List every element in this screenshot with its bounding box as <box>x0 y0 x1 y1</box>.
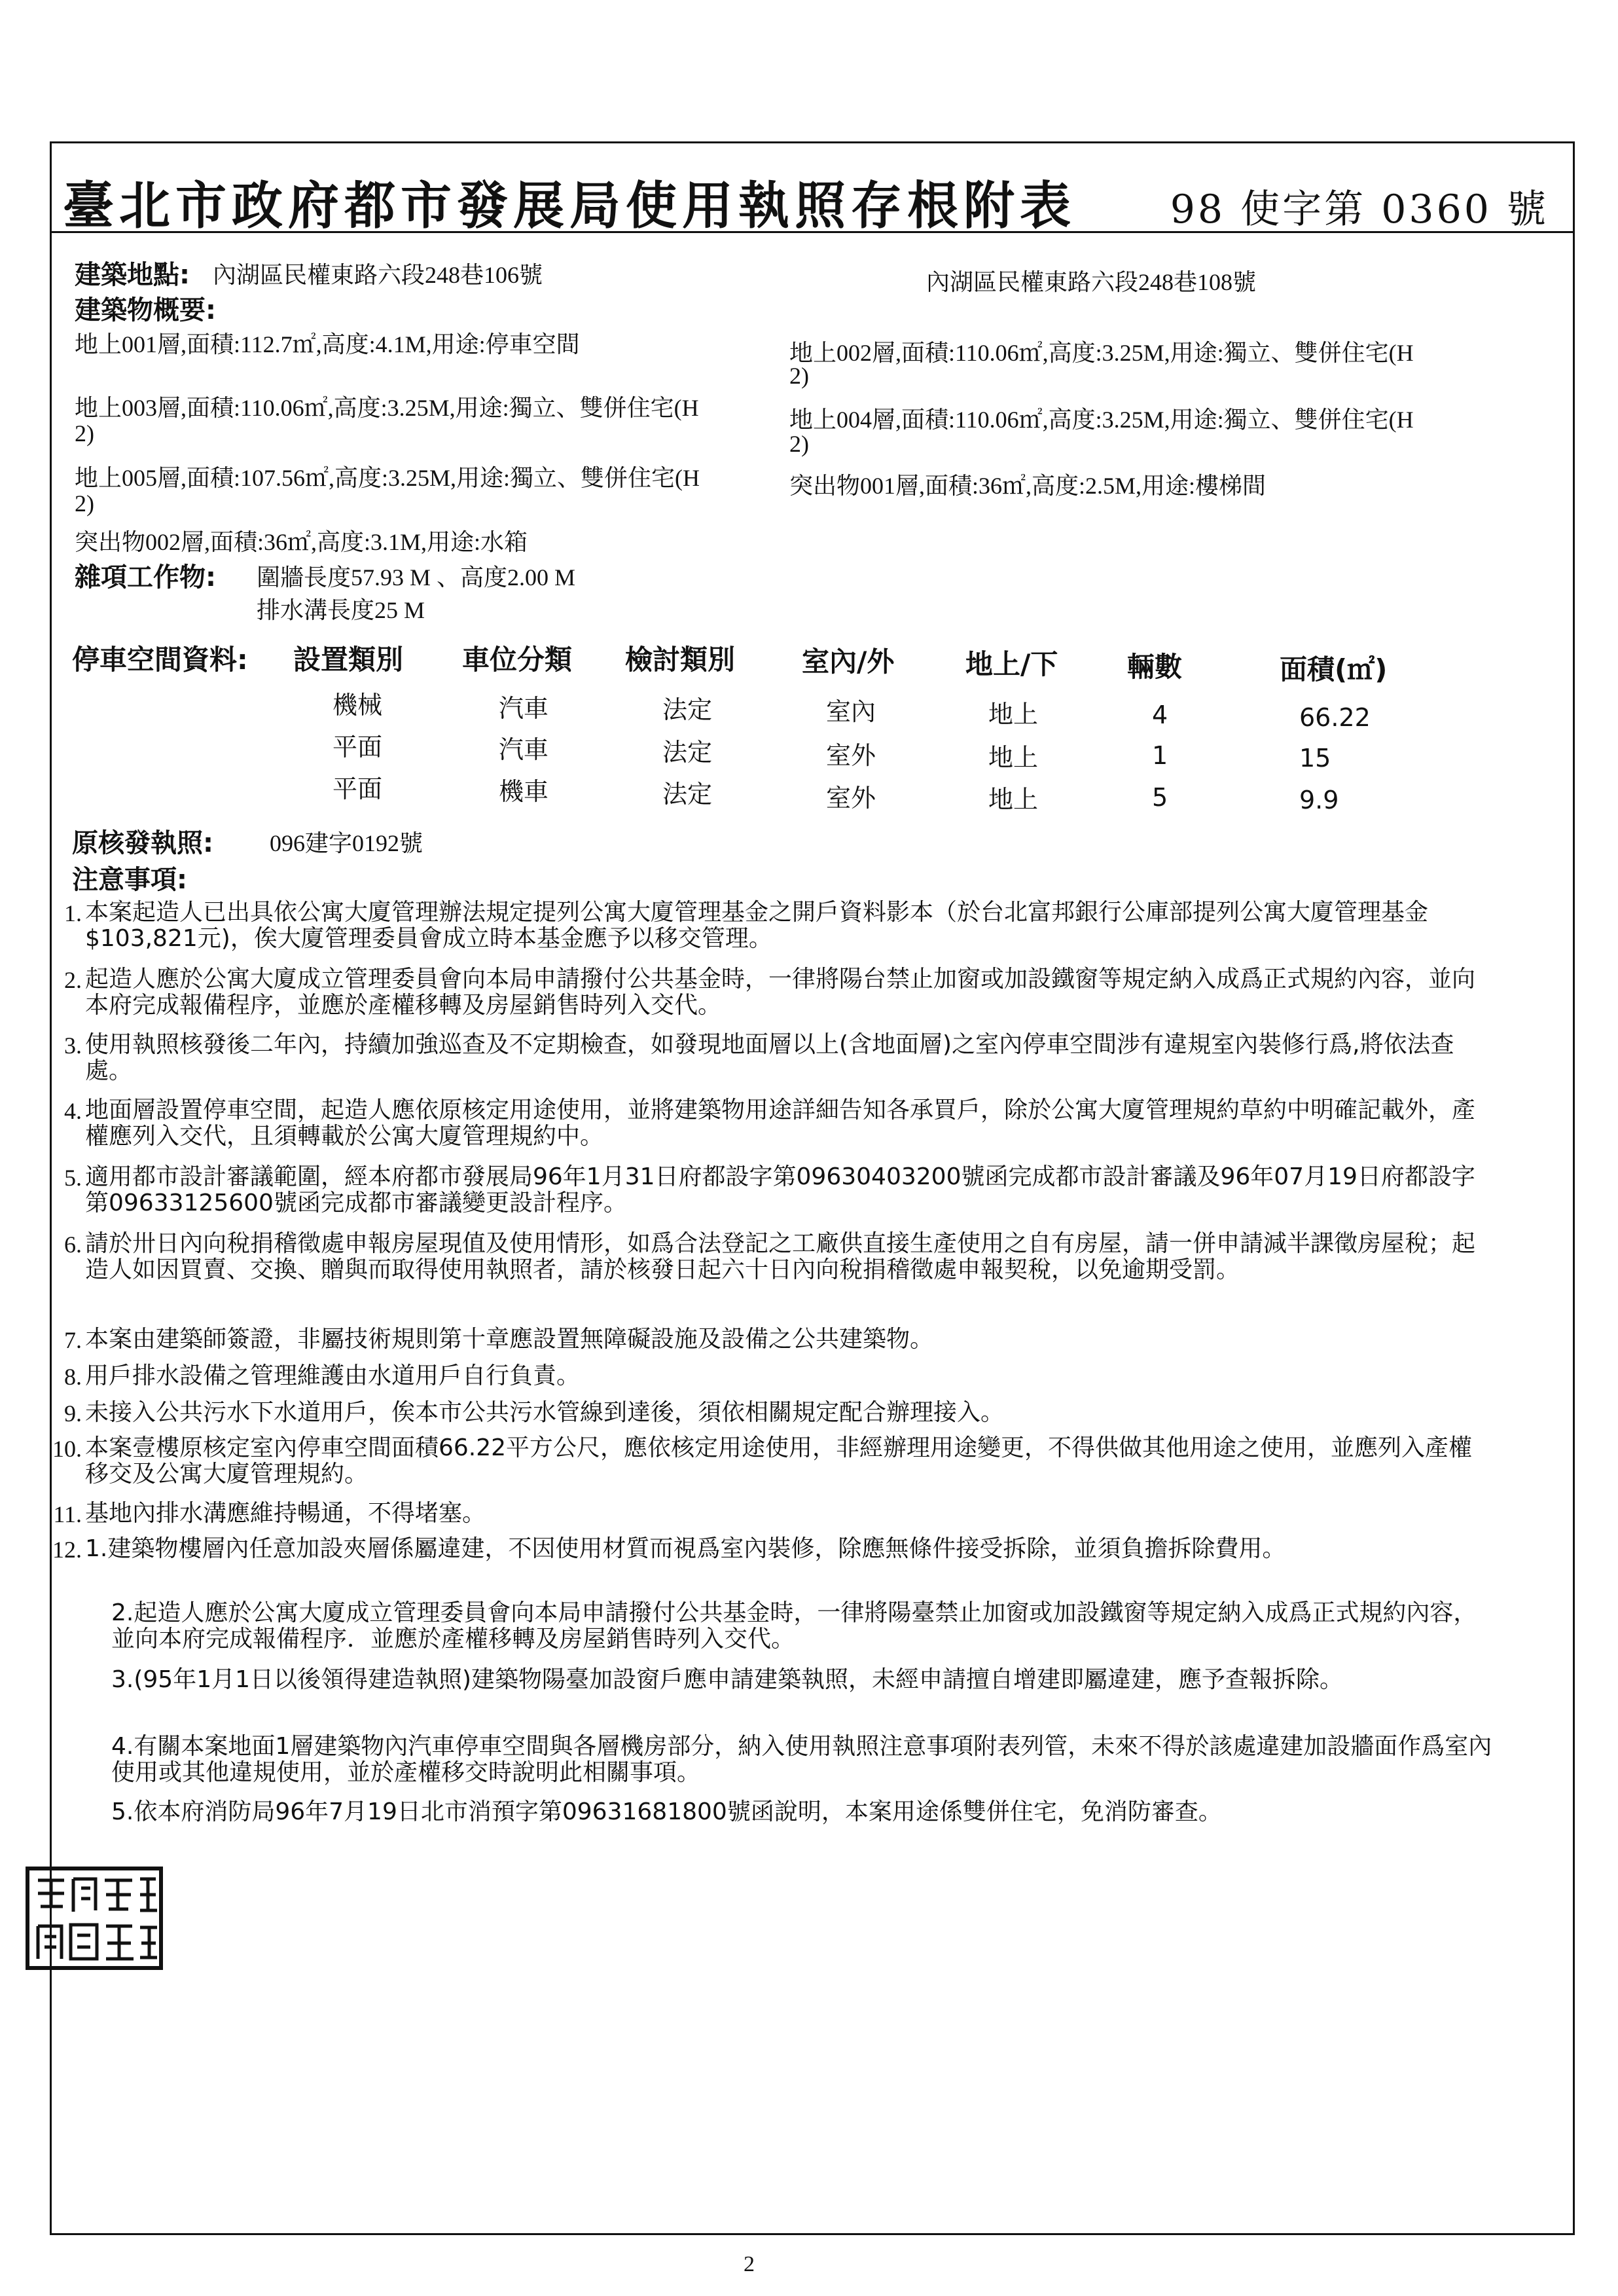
note-item <box>53 1500 1492 1527</box>
parking-cell: 機械 <box>333 691 383 720</box>
note-item <box>64 1362 1492 1390</box>
parking-cell: 室外 <box>826 784 876 812</box>
roof-2: 突出物002層,面積:36㎡,高度:3.1M,用途:水箱 <box>75 529 528 555</box>
floor-4-cont: 2) <box>789 431 809 457</box>
parking-cell: 平面 <box>333 733 383 761</box>
parking-cell: 9.9 <box>1299 786 1339 814</box>
misc-work-2: 排水溝長度25 M <box>257 597 425 623</box>
note-number: 11. <box>53 1501 82 1527</box>
note-item <box>64 1326 1492 1353</box>
site-address-2: 內湖區民權東路六段248巷108號 <box>926 269 1257 295</box>
note-number: 7. <box>64 1327 82 1353</box>
parking-header: 面積(㎡) <box>1280 653 1388 685</box>
note-item <box>64 899 1492 952</box>
parking-cell: 4 <box>1152 701 1168 729</box>
site-label: 建築地點: <box>75 260 190 290</box>
parking-header: 檢討類別 <box>625 644 736 676</box>
note-number: 6. <box>64 1231 82 1258</box>
floor-1: 地上001層,面積:112.7㎡,高度:4.1M,用途:停車空間 <box>75 331 580 357</box>
roof-1: 突出物001層,面積:36㎡,高度:2.5M,用途:樓梯間 <box>789 473 1267 499</box>
parking-cell: 15 <box>1299 744 1331 773</box>
note-item <box>64 1097 1492 1150</box>
parking-cell: 地上 <box>988 785 1039 814</box>
parking-header: 地上/下 <box>965 648 1058 680</box>
parking-label: 停車空間資料: <box>72 644 248 676</box>
note-text: 本案由建築師簽證，非屬技術規則第十章應設置無障礙設施及設備之公共建築物。 <box>85 1326 934 1353</box>
parking-cell: 汽車 <box>499 735 549 764</box>
note-item <box>52 1434 1492 1487</box>
page-title: 臺北市政府都市發展局使用執照存根附表 <box>63 176 1077 236</box>
floor-2-cont: 2) <box>789 363 809 389</box>
note-text: 1.建築物樓層內任意加設夾層係屬違建，不因使用材質而視爲室內裝修，除應無條件接受拆除，並須負擔拆除費用。 <box>85 1535 1286 1562</box>
parking-cell: 地上 <box>988 700 1039 729</box>
notes-label: 注意事項: <box>72 865 187 895</box>
parking-cell: 法定 <box>662 695 713 724</box>
building-label: 建築物概要: <box>75 295 216 325</box>
note-12-subitem: 4.有關本案地面1層建築物內汽車停車空間與各層機房部分，納入使用執照注意事項附表列管，未來不得於該處違建加設牆面作爲室內使用或其他違規使用，並於產權移交時說明此相關事項。 <box>111 1733 1492 1786</box>
misc-works-label: 雜項工作物: <box>75 562 216 592</box>
parking-cell: 5 <box>1152 783 1168 812</box>
parking-cell: 66.22 <box>1299 703 1371 732</box>
floor-5-cont: 2) <box>75 490 94 517</box>
note-text: 地面層設置停車空間，起造人應依原核定用途使用，並將建築物用途詳細告知各承買戶，除於公寓大廈管理規約草約中明確記載外，產權應列入交代，且須轉載於公寓大廈管理規約中。 <box>85 1097 1476 1150</box>
parking-cell: 平面 <box>333 774 383 803</box>
note-number: 5. <box>64 1165 82 1191</box>
floor-3: 地上003層,面積:110.06㎡,高度:3.25M,用途:獨立、雙併住宅(H <box>75 395 699 421</box>
parking-header: 室內/外 <box>802 646 895 678</box>
parking-cell: 1 <box>1152 741 1168 770</box>
parking-header: 輛數 <box>1127 651 1183 683</box>
note-item <box>64 1230 1492 1283</box>
note-12-subitem: 5.依本府消防局96年7月19日北市消預字第09631681800號函說明，本案用途係雙併住宅，免消防審查。 <box>111 1798 1222 1825</box>
floor-4: 地上004層,面積:110.06㎡,高度:3.25M,用途:獨立、雙併住宅(H <box>789 407 1414 433</box>
parking-cell: 室外 <box>826 741 876 770</box>
floor-3-cont: 2) <box>75 420 94 446</box>
note-item <box>64 1399 1492 1427</box>
note-text: 用戶排水設備之管理維護由水道用戶自行負責。 <box>85 1362 581 1389</box>
note-number: 2. <box>64 967 82 993</box>
note-item <box>64 1163 1492 1216</box>
note-item <box>64 1031 1492 1084</box>
note-text: 基地內排水溝應維持暢通，不得堵塞。 <box>85 1500 486 1527</box>
original-permit-label: 原核發執照: <box>72 828 213 858</box>
parking-cell: 汽車 <box>499 694 549 723</box>
original-permit-value: 096建字0192號 <box>270 830 423 856</box>
note-text: 起造人應於公寓大廈成立管理委員會向本局申請撥付公共基金時，一律將陽台禁止加窗或加設鐵窗等規定納入成爲正式規約內容，並向本府完成報備程序，並應於產權移轉及房屋銷售時列入交代。 <box>85 966 1476 1019</box>
note-text: 適用都市設計審議範圍，經本府都市發展局96年1月31日府都設字第09630403200號函完成都市設計審議及96年07月19日府都設字第09633125600號函完成都市審議變更設計程序。 <box>85 1163 1475 1216</box>
floor-5: 地上005層,面積:107.56㎡,高度:3.25M,用途:獨立、雙併住宅(H <box>75 465 700 491</box>
floor-2: 地上002層,面積:110.06㎡,高度:3.25M,用途:獨立、雙併住宅(H <box>789 340 1414 366</box>
parking-cell: 法定 <box>662 738 713 767</box>
note-number: 3. <box>64 1032 82 1059</box>
site-address-1: 內湖區民權東路六段248巷106號 <box>213 262 543 288</box>
note-number: 12. <box>52 1537 82 1563</box>
note-text: 本案壹樓原核定室內停車空間面積66.22平方公尺，應依核定用途使用，非經辦理用途變更，不得供做其他用途之使用，並應列入產權移交及公寓大廈管理規約。 <box>85 1434 1473 1487</box>
note-number: 1. <box>64 900 82 926</box>
parking-cell: 機車 <box>499 777 549 806</box>
page-number: 2 <box>744 2252 755 2276</box>
note-item <box>52 1535 1492 1563</box>
note-12-subitem: 3.(95年1月1日以後領得建造執照)建築物陽臺加設窗戶應申請建築執照，未經申請擅自增建即屬違建，應予查報拆除。 <box>111 1666 1344 1693</box>
parking-cell: 法定 <box>662 780 713 809</box>
seal-image <box>25 1866 164 1971</box>
parking-cell: 地上 <box>988 743 1039 772</box>
note-text: 未接入公共污水下水道用戶，俟本市公共污水管線到達後，須依相關規定配合辦理接入。 <box>85 1399 1005 1426</box>
note-text: 本案起造人已出具依公寓大廈管理辦法規定提列公寓大廈管理基金之開戶資料影本（於台北富邦銀行公庫部提列公寓大廈管理基金$103,821元)，俟大廈管理委員會成立時本基金應予以移交管理。 <box>85 899 1429 952</box>
note-text: 使用執照核發後二年內，持續加強巡查及不定期檢查，如發現地面層以上(含地面層)之室內停車空間涉有違規室內裝修行爲,將依法查處。 <box>85 1031 1454 1084</box>
note-number: 4. <box>64 1098 82 1124</box>
note-number: 10. <box>52 1436 82 1462</box>
note-item <box>64 966 1492 1019</box>
parking-cell: 室內 <box>826 697 876 726</box>
misc-work-1: 圍牆長度57.93 M 、高度2.00 M <box>257 564 576 591</box>
official-seal <box>25 1866 164 1971</box>
note-number: 9. <box>64 1400 82 1427</box>
parking-header: 設置類別 <box>293 644 404 676</box>
note-text: 請於卅日內向稅捐稽徵處申報房屋現值及使用情形，如爲合法登記之工廠供直接生產使用之自有房屋，請一併申請減半課徵房屋稅；起造人如因買賣、交換、贈與而取得使用執照者，請於核發日起六十日內向稅捐稽徵處申報契稅，以免逾期受罰。 <box>85 1230 1476 1283</box>
note-12-subitem: 2.起造人應於公寓大廈成立管理委員會向本局申請撥付公共基金時，一律將陽臺禁止加窗或加設鐵窗等規定納入成爲正式規約內容，並向本府完成報備程序．並應於產權移轉及房屋銷售時列入交代。 <box>111 1599 1477 1652</box>
permit-number: 98 使字第 0360 號 <box>1170 187 1549 232</box>
note-number: 8. <box>64 1364 82 1390</box>
title-row <box>50 141 1575 236</box>
parking-header: 車位分類 <box>462 644 573 676</box>
